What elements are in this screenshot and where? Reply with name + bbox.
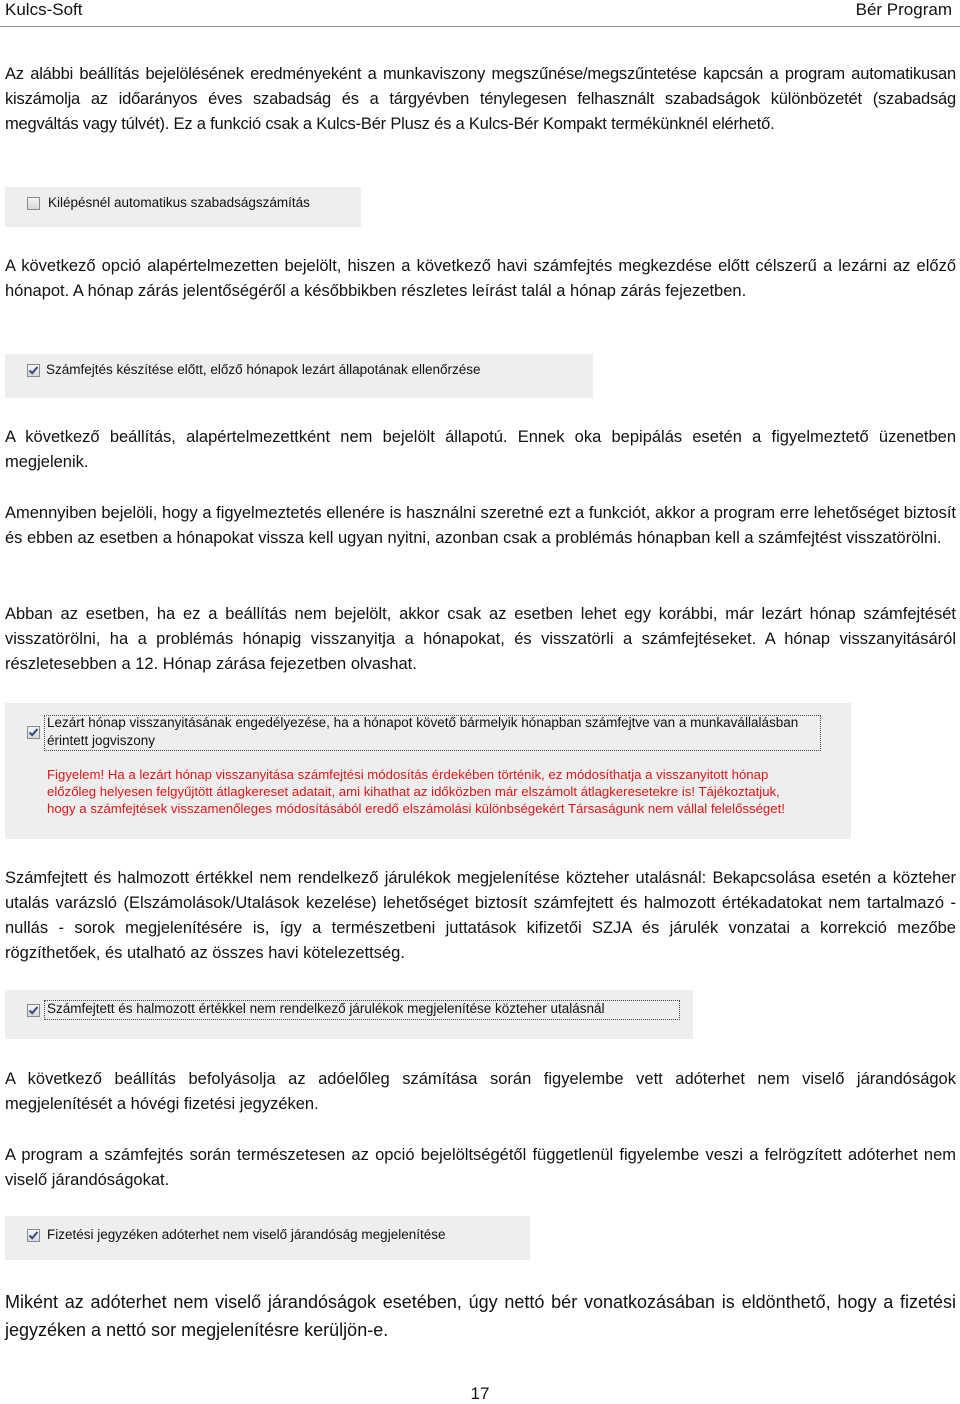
paragraph-payslip-note: A program a számfejtés során természetesen az opció bejelöltségétől függetlenül figyelembe veszi a felrögzített adóterhet nem viselő járandóságokat. (5, 1146, 956, 1189)
tax-transfer-checkbox-label[interactable]: Számfejtett és halmozott értékkel nem rendelkező járulékok megjelenítése közteher utalásnál (47, 1001, 605, 1016)
month-check-checkbox-label[interactable]: Számfejtés készítése előtt, előző hónapok lezárt állapotának ellenőrzése (46, 362, 481, 377)
reopen-month-label-line2[interactable]: érintett jogviszony (47, 733, 156, 748)
warning-line-3: hogy a számfejtések visszamenőleges módosításából eredő elszámolási különbségekért Társaságunk nem vállal felelősséget! (47, 801, 785, 816)
paragraph-tax-transfer: Számfejtett és halmozott értékkel nem rendelkező járulékok megjelenítése közteher utalásnál: Bekapcsolása esetén a közteher utalás varázsló (Elszámolások/Utalások kezelése) lehetőséget biztosít számfejtett és halmozott értékadatokat nem tartalmazó - nullás - sorok megjelenítésére is, így a természetbeni juttatások kifizetői SZJA és járulék vonzatai a korrekció mezőbe rögzíthetőek, és utalható az összes havi kötelezettség. (5, 869, 956, 962)
checkbox-panel-tax-transfer (5, 990, 693, 1039)
checkbox-panel-payslip (5, 1216, 530, 1260)
exit-vacation-checkbox-label[interactable]: Kilépésnél automatikus szabadságszámítás (48, 195, 310, 210)
page-header (0, 0, 960, 27)
reopen-month-checkbox[interactable] (27, 726, 40, 739)
paragraph-default-unchecked: A következő beállítás, alapértelmezettként nem bejelölt állapotú. Ennek oka bepipálás esetén a figyelmeztető üzenetben megjelenik. (5, 428, 956, 471)
check-mark-icon (28, 1230, 39, 1241)
payslip-checkbox-label[interactable]: Fizetési jegyzéken adóterhet nem viselő járandóság megjelenítése (47, 1227, 446, 1242)
paragraph-warning-use: Amennyiben bejelöli, hogy a figyelmeztetés ellenére is használni szeretné ezt a funkciót, akkor a program erre lehetőséget biztosít és ebben az esetben a hónapokat vissza kell ugyan nyitni, azonban csak a problémás hónapban kell a számfejtést visszatörölni. (5, 504, 956, 547)
paragraph-month-close: A következő opció alapértelmezetten bejelölt, hiszen a következő havi számfejtés megkezdése előtt célszerű a lezárni az előző hónapot. A hónap zárás jelentőségéről a későbbikben részletes leírást talál a hónap zárás fejezetben. (5, 257, 956, 300)
warning-line-1: Figyelem! Ha a lezárt hónap visszanyitása számfejtési módosítás érdekében történik, ez módosíthatja a visszanyitott hónap (47, 767, 769, 782)
tax-transfer-checkbox[interactable] (27, 1004, 40, 1017)
paragraph-net-salary: Miként az adóterhet nem viselő járandóságok esetében, úgy nettó bér vonatkozásában is eldönthető, hogy a fizetési jegyzéken a nettó sor megjelenítésre kerüljön-e. (5, 1292, 956, 1340)
checkbox-panel-exit-vacation (5, 187, 361, 227)
paragraph-payslip-setting: A következő beállítás befolyásolja az adóelőleg számítása során figyelembe vett adóterhet nem viselő járandóságok megjelenítését a hóvégi fizetési jegyzéken. (5, 1070, 956, 1113)
payslip-checkbox[interactable] (27, 1229, 40, 1242)
check-mark-icon (28, 1005, 39, 1016)
exit-vacation-checkbox[interactable] (27, 197, 40, 210)
warning-line-2: előzőleg helyesen felgyűjtött átlagkereset adatait, ami kihathat az időközben már elszámolt átlagkeresetekre is! Tájékoztatjuk, (47, 784, 780, 799)
checkbox-panel-reopen-month (5, 703, 851, 839)
page-number: 17 (470, 1384, 490, 1403)
paragraph-reopen-month: Abban az esetben, ha ez a beállítás nem bejelölt, akkor csak az esetben lehet egy korábbi, már lezárt hónap számfejtését visszatörölni, ha a problémás hónapig visszanyitja a hónapokat, és visszatörli a számfejtéseket. A hónap visszanyitásáról részletesebben a 12. Hónap zárása fejezetben olvashat. (5, 605, 956, 673)
paragraph-vacation-calculation: Az alábbi beállítás bejelölésének eredményeként a munkaviszony megszűnése/megszűntetése kapcsán a program automatikusan kiszámolja az időarányos éves szabadság és a tárgyévben ténylegesen felhasznált szabadságok különbözetét (szabadság megváltás vagy túlvét). Ez a funkció csak a Kulcs-Bér Plusz és a Kulcs-Bér Kompakt termékünknél elérhető. (5, 65, 956, 133)
check-mark-icon (28, 365, 39, 376)
header-company: Kulcs-Soft (5, 0, 83, 19)
checkbox-panel-month-check (5, 354, 593, 398)
header-product: Bér Program (855, 0, 952, 19)
reopen-month-label-line1[interactable]: Lezárt hónap visszanyitásának engedélyezése, ha a hónapot követő bármelyik hónapban számfejtve van a munkavállalásban (47, 715, 799, 730)
check-mark-icon (28, 727, 39, 738)
month-check-checkbox[interactable] (27, 364, 40, 377)
